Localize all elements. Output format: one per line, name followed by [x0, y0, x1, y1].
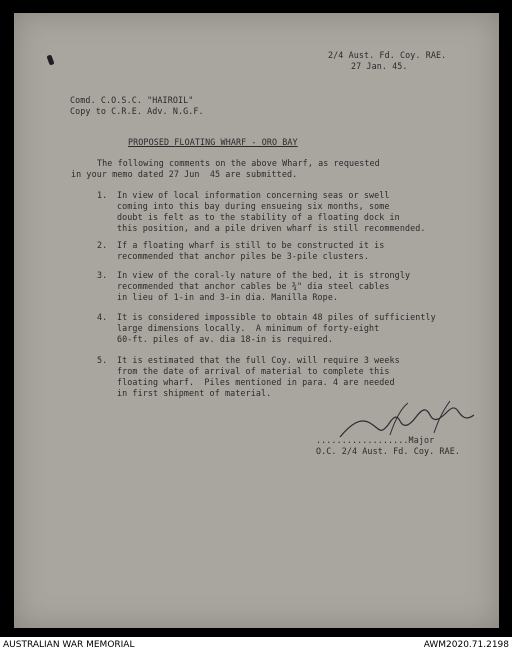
paragraph-number: 3.: [97, 270, 108, 280]
archive-footer: [0, 637, 512, 653]
signature-position: O.C. 2/4 Aust. Fd. Coy. RAE.: [316, 446, 460, 456]
date: 27 Jan. 45.: [351, 61, 408, 71]
paragraph-line: It is estimated that the full Coy. will require 3 weeks: [117, 355, 400, 365]
addressee-line: Comd. C.O.S.C. "HAIROIL": [70, 95, 194, 105]
paragraph-line: 60-ft. piles of av. dia 18-in is required.: [117, 334, 333, 344]
paragraph-line: from the date of arrival of material to complete this: [117, 366, 390, 376]
unit-header: 2/4 Aust. Fd. Coy. RAE.: [328, 50, 447, 60]
paragraph-number: 2.: [97, 240, 108, 250]
paragraph-line: In view of the coral-ly nature of the bed, it is strongly: [117, 270, 411, 280]
paragraph-line: floating wharf. Piles mentioned in para. 4 are needed: [117, 377, 395, 387]
footer-accession-number: AWM2020.71.2198: [423, 640, 509, 650]
intro-line: in your memo dated 27 Jun 45 are submitted.: [71, 169, 298, 179]
paragraph-number: 4.: [97, 312, 108, 322]
document-title: PROPOSED FLOATING WHARF - ORO BAY: [128, 137, 298, 147]
paragraph-line: this position, and a pile driven wharf is still recommended.: [117, 223, 426, 233]
paragraph-line: in lieu of 1-in and 3-in dia. Manilla Rope.: [117, 292, 339, 302]
paragraph-line: coming into this bay during ensueing six months, some: [117, 201, 390, 211]
paragraph-line: In view of local information concerning seas or swell: [117, 190, 390, 200]
paragraph-line: doubt is felt as to the stability of a floating dock in: [117, 212, 400, 222]
signature-rank-line: ..................Major: [316, 435, 435, 445]
intro-line: The following comments on the above Wharf, as requested: [97, 158, 380, 168]
copy-to-line: Copy to C.R.E. Adv. N.G.F.: [70, 106, 204, 116]
paragraph-line: It is considered impossible to obtain 48 piles of sufficiently: [117, 312, 436, 322]
footer-institution: AUSTRALIAN WAR MEMORIAL: [3, 640, 135, 650]
paragraph-line: large dimensions locally. A minimum of forty-eight: [117, 323, 380, 333]
paragraph-number: 1.: [97, 190, 108, 200]
paragraph-number: 5.: [97, 355, 108, 365]
paragraph-line: recommended that anchor cables be ¾" dia steel cables: [117, 281, 390, 291]
paragraph-line: recommended that anchor piles be 3-pile clusters.: [117, 251, 369, 261]
paragraph-line: in first shipment of material.: [117, 388, 272, 398]
paragraph-line: If a floating wharf is still to be constructed it is: [117, 240, 385, 250]
